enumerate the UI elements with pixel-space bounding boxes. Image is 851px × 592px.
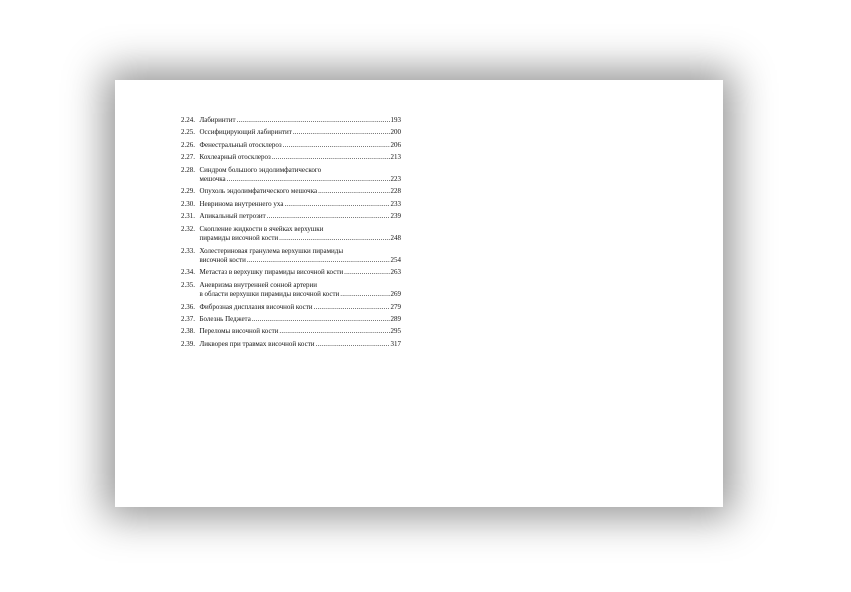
dot-leader xyxy=(279,327,389,337)
toc-entry-line xyxy=(181,281,401,291)
toc-entry-page-number: 193 xyxy=(390,116,401,124)
toc-entry-number: 2.30. xyxy=(181,199,195,208)
dot-leader xyxy=(267,212,390,222)
toc-entry-line xyxy=(181,340,401,350)
toc-entry-number: 2.28. xyxy=(181,165,195,174)
toc-entry-title: Синдром большого эндолимфатического xyxy=(199,165,322,174)
dot-leader xyxy=(247,256,390,266)
toc-entry-title: Кохлеарный отосклероз xyxy=(199,153,271,162)
toc-entry-title: Опухоль эндолимфатического мешочка xyxy=(199,187,318,196)
toc-entry-continuation xyxy=(181,175,401,185)
toc-entry-line xyxy=(181,128,401,138)
dot-leader xyxy=(293,128,390,138)
toc-entry-line xyxy=(181,141,401,151)
toc-entry-number: 2.39. xyxy=(181,339,195,348)
toc-entry-page-number: 239 xyxy=(390,212,401,221)
toc-entry-number: 2.38. xyxy=(181,327,195,336)
toc-entry-title: Болезнь Педжета xyxy=(199,315,251,324)
dot-leader xyxy=(318,187,389,197)
toc-entry-page-number: 233 xyxy=(390,199,401,208)
toc-entry-line xyxy=(181,327,401,337)
table-of-contents xyxy=(181,116,401,352)
toc-entry-title: пирамиды височной кости xyxy=(199,234,279,243)
toc-entry xyxy=(181,327,401,337)
toc-entry-title: Фиброзная дисплазия височной кости xyxy=(199,302,313,311)
toc-entry-number: 2.33. xyxy=(181,246,195,255)
toc-entry-number: 2.24. xyxy=(181,116,195,124)
dot-leader xyxy=(340,290,389,300)
toc-entry-title: Скопление жидкости в ячейках верхушки xyxy=(199,224,324,233)
toc-entry-number: 2.27. xyxy=(181,153,195,162)
toc-entry-number: 2.26. xyxy=(181,140,195,149)
toc-entry xyxy=(181,247,401,266)
toc-entry-line xyxy=(181,225,401,235)
toc-entry xyxy=(181,116,401,126)
toc-entry-number: 2.34. xyxy=(181,268,195,277)
dot-leader xyxy=(272,153,390,163)
toc-entry-number: 2.36. xyxy=(181,302,195,311)
toc-entry xyxy=(181,340,401,350)
toc-entry-line xyxy=(181,116,401,126)
toc-entry-continuation xyxy=(181,290,401,300)
toc-entry-number: 2.32. xyxy=(181,224,195,233)
toc-entry-title: Метастаз в верхушку пирамиды височной кости xyxy=(199,268,344,277)
toc-entry-title: в области верхушки пирамиды височной кости xyxy=(199,290,340,299)
toc-entry xyxy=(181,153,401,163)
toc-entry-line xyxy=(181,268,401,278)
toc-entry-title: височной кости xyxy=(199,256,246,265)
toc-entry xyxy=(181,200,401,210)
toc-entry-line xyxy=(181,166,401,176)
toc-entry xyxy=(181,225,401,244)
toc-entry-title: Оссифицирующий лабиринтит xyxy=(199,128,292,137)
toc-entry xyxy=(181,166,401,185)
toc-entry-page-number: 200 xyxy=(390,128,401,137)
toc-entry-title: Аневризма внутренней сонной артерии xyxy=(199,280,318,289)
toc-entry-title: Ликворея при травмах височной кости xyxy=(199,339,315,348)
toc-entry xyxy=(181,141,401,151)
toc-entry-line xyxy=(181,315,401,325)
toc-entry-title: Переломы височной кости xyxy=(199,327,279,336)
toc-entry-number: 2.31. xyxy=(181,212,195,221)
toc-entry-line xyxy=(181,247,401,257)
toc-entry-page-number: 263 xyxy=(390,268,401,277)
toc-entry-page-number: 248 xyxy=(390,234,401,243)
toc-entry-line xyxy=(181,200,401,210)
toc-entry-number: 2.35. xyxy=(181,280,195,289)
toc-entry-page-number: 228 xyxy=(390,187,401,196)
toc-entry-page-number: 289 xyxy=(390,315,401,324)
dot-leader xyxy=(284,200,389,210)
toc-entry-title: Холестериновая гранулема верхушки пирамиды xyxy=(199,246,344,255)
toc-entry-title: Апикальный петрозит xyxy=(199,212,266,221)
dot-leader xyxy=(252,315,390,325)
toc-entry-title: Невринома внутреннего уха xyxy=(199,199,284,208)
toc-entry-line xyxy=(181,153,401,163)
toc-entry-page-number: 254 xyxy=(390,256,401,265)
dot-leader xyxy=(237,116,390,126)
dot-leader xyxy=(279,234,389,244)
toc-entry xyxy=(181,315,401,325)
toc-entry-continuation xyxy=(181,256,401,266)
toc-entry xyxy=(181,212,401,222)
toc-entry-page-number: 295 xyxy=(390,327,401,336)
toc-entry-line xyxy=(181,187,401,197)
dot-leader xyxy=(316,340,390,350)
toc-entry-page-number: 223 xyxy=(390,175,401,184)
dot-leader xyxy=(283,141,390,151)
toc-entry-page-number: 317 xyxy=(390,339,401,348)
toc-entry-title: Фенестральный отосклероз xyxy=(199,140,282,149)
toc-entry-page-number: 279 xyxy=(390,302,401,311)
toc-entry xyxy=(181,187,401,197)
toc-entry-continuation xyxy=(181,234,401,244)
toc-entry xyxy=(181,303,401,313)
toc-entry xyxy=(181,268,401,278)
toc-entry-title: мешочка xyxy=(199,175,226,184)
toc-entry-page-number: 269 xyxy=(390,290,401,299)
dot-leader xyxy=(227,175,390,185)
dot-leader xyxy=(314,303,390,313)
toc-entry xyxy=(181,281,401,300)
toc-entry-number: 2.25. xyxy=(181,128,195,137)
document-page xyxy=(115,80,723,507)
toc-entry-number: 2.29. xyxy=(181,187,195,196)
toc-entry-number: 2.37. xyxy=(181,315,195,324)
toc-entry-line xyxy=(181,303,401,313)
dot-leader xyxy=(344,268,389,278)
toc-entry-title: Лабиринтит xyxy=(199,116,236,124)
toc-entry-page-number: 213 xyxy=(390,153,401,162)
toc-entry-line xyxy=(181,212,401,222)
toc-entry xyxy=(181,128,401,138)
toc-entry-page-number: 206 xyxy=(390,140,401,149)
